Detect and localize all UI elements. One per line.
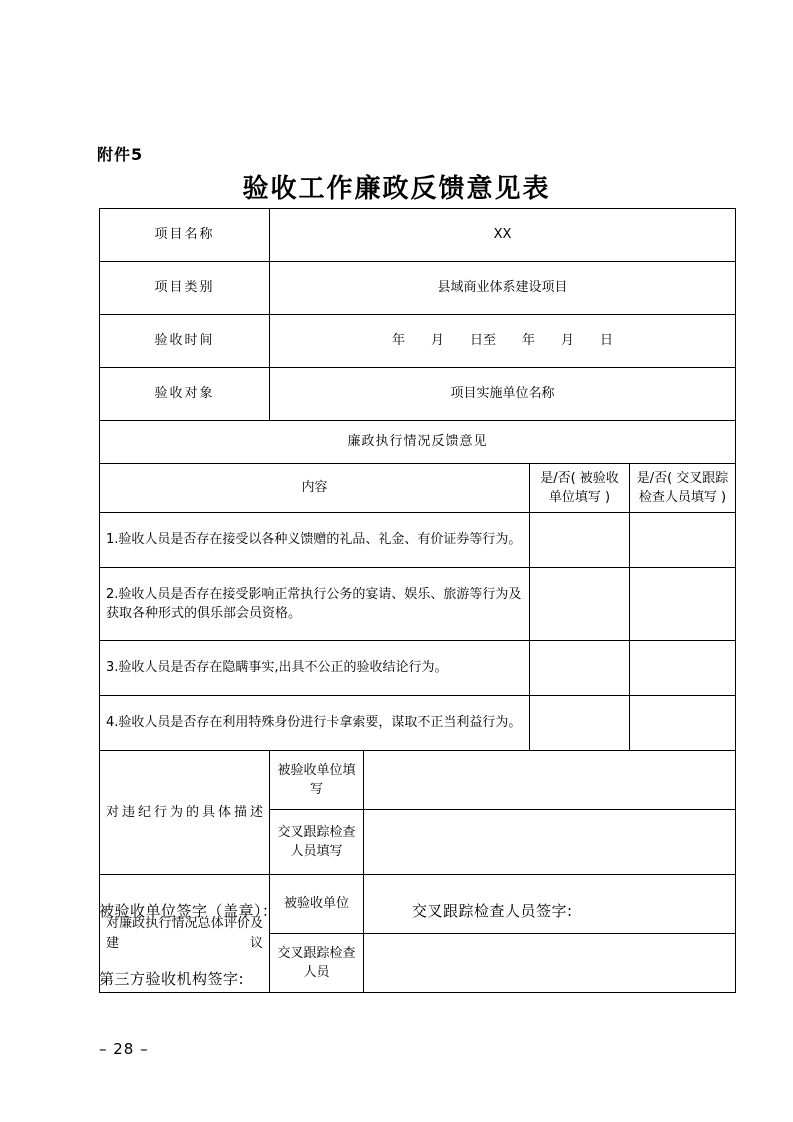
evaluation-sublabel-unit: 被验收单位 [270,875,364,934]
column-header-accepted-unit: 是/否( 被验收单位填写 ) [530,464,630,513]
question-2-answer-unit[interactable] [530,568,630,641]
column-header-content: 内容 [100,464,530,513]
table-row [100,209,736,262]
table-row [100,751,736,810]
table-row [100,368,736,421]
description-value-inspector[interactable] [364,810,736,875]
section-header: 廉政执行情况反馈意见 [100,421,736,464]
question-1-text: 1.验收人员是否存在接受以各种义馈赠的礼品、礼金、有价证券等行为。 [100,513,530,568]
info-label-acceptance-object: 验收对象 [100,368,270,421]
question-2-answer-inspector[interactable] [630,568,736,641]
table-row [100,696,736,751]
evaluation-block-label: 对廉政执行情况总体评价及建议 [100,875,270,993]
feedback-form-table [99,208,736,993]
info-value-project-category[interactable]: 县域商业体系建设项目 [270,262,736,315]
page-title: 验收工作廉政反馈意见表 [242,174,551,204]
question-1-answer-unit[interactable] [530,513,630,568]
table-row [100,513,736,568]
table-row [100,641,736,696]
question-4-answer-unit[interactable] [530,696,630,751]
signature-third-party: 第三方验收机构签字: [99,970,245,988]
question-3-answer-inspector[interactable] [630,641,736,696]
table-row [100,568,736,641]
table-header-row [100,464,736,513]
info-label-project-name: 项目名称 [100,209,270,262]
column-header-cross-inspector: 是/否( 交叉跟踪检查人员填写 ) [630,464,736,513]
evaluation-sublabel-inspector: 交叉跟踪检查人员 [270,934,364,993]
question-4-answer-inspector[interactable] [630,696,736,751]
question-1-answer-inspector[interactable] [630,513,736,568]
table-row [100,262,736,315]
question-4-text: 4.验收人员是否存在利用特殊身份进行卡拿索要，谋取不正当利益行为。 [100,696,530,751]
info-label-acceptance-time: 验收时间 [100,315,270,368]
question-3-text: 3.验收人员是否存在隐瞒事实,出具不公正的验收结论行为。 [100,641,530,696]
question-3-answer-unit[interactable] [530,641,630,696]
info-value-acceptance-time[interactable]: 年 月 日至 年 月 日 [270,315,736,368]
description-sublabel-inspector: 交叉跟踪检查人员填写 [270,810,364,875]
attachment-label: 附件5 [97,145,144,164]
description-sublabel-unit: 被验收单位填写 [270,751,364,810]
question-2-text: 2.验收人员是否存在接受影响正常执行公务的宴请、娱乐、旅游等行为及获取各种形式的俱乐部会员资格。 [100,568,530,641]
info-value-project-name[interactable]: XX [270,209,736,262]
info-label-project-category: 项目类别 [100,262,270,315]
description-value-unit[interactable] [364,751,736,810]
table-row [100,421,736,464]
signature-cross-inspector: 交叉跟踪检查人员签字: [412,902,573,920]
table-row [100,315,736,368]
info-value-acceptance-object[interactable]: 项目实施单位名称 [270,368,736,421]
description-block-label: 对违纪行为的具体描述 [100,751,270,875]
signature-accepted-unit: 被验收单位签字（盖章）： [99,902,278,920]
page-number: – 28 – [99,1040,149,1058]
evaluation-value-inspector[interactable] [364,934,736,993]
